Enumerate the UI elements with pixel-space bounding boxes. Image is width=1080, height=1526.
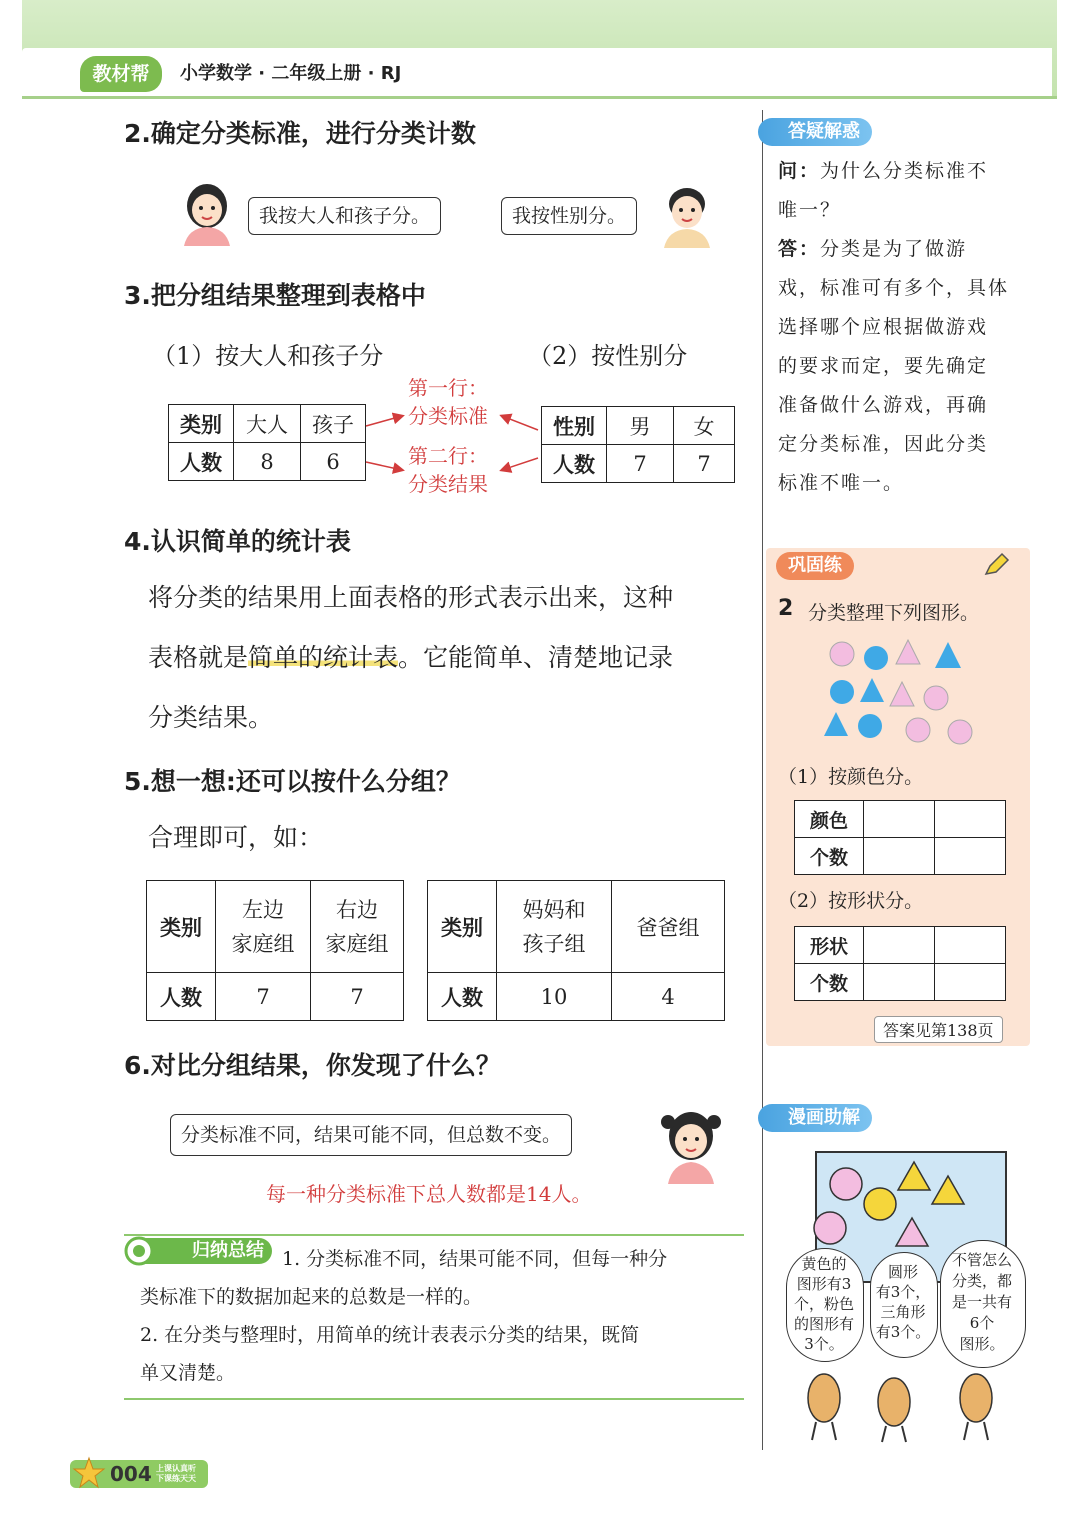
q-label: 问： — [778, 160, 821, 182]
table-cell: 7 — [311, 973, 404, 1021]
table-gender — [541, 406, 735, 483]
table-cell: 男 — [607, 407, 674, 445]
father-figure-icon — [654, 182, 720, 248]
table-cell: 类别 — [428, 881, 497, 973]
speech-bubble-left: 我按大人和孩子分。 — [248, 197, 441, 235]
table-cell: 形状 — [795, 927, 864, 964]
blank-cell[interactable] — [864, 964, 935, 1001]
mother-figure-icon — [174, 180, 240, 246]
book-title: 小学数学 · 二年级上册 · RJ — [180, 63, 402, 84]
table-cell: 人数 — [147, 973, 216, 1021]
q-text: 为什么分类标准不 — [820, 160, 989, 182]
a-text: 标准不唯一。 — [778, 472, 905, 494]
page-number: 004 — [110, 1462, 152, 1486]
table-cell: 颜色 — [795, 801, 864, 838]
a-text: 选择哪个应根据做游戏 — [778, 316, 989, 338]
table-cell: 7 — [674, 445, 735, 483]
table-cell: 爸爸组 — [612, 881, 725, 973]
table-cell: 10 — [497, 973, 612, 1021]
star-mascot-icon — [72, 1456, 106, 1490]
cell-line: 左边 — [242, 897, 284, 922]
summary-line-1b: 类标准下的数据加起来的总数是一样的。 — [140, 1286, 483, 1308]
column-divider — [762, 110, 763, 1450]
table-family-side — [146, 880, 404, 1021]
table-cell: 人数 — [542, 445, 607, 483]
blank-cell[interactable] — [935, 964, 1006, 1001]
summary-badge: 归纳总结 — [128, 1238, 272, 1264]
table-cell: 孩子 — [301, 405, 366, 443]
comic-badge: 漫画助解 — [758, 1104, 872, 1132]
table-mother-father — [427, 880, 725, 1021]
heading-6: 6.对比分组结果，你发现了什么？ — [124, 1051, 501, 1080]
subheading-2: （2）按性别分 — [528, 342, 688, 370]
blank-cell[interactable] — [935, 927, 1006, 964]
table-cell: 类别 — [147, 881, 216, 973]
cloud-line: 三角形 — [880, 1303, 926, 1321]
a-text: 准备做什么游戏，再确 — [778, 394, 989, 416]
practice-table-color — [794, 800, 1006, 875]
highlighted-term: 简单的统计表 — [248, 643, 399, 672]
table-cell — [216, 881, 311, 973]
practice-number: 2 — [778, 596, 794, 621]
practice-sub-1: （1）按颜色分。 — [778, 766, 924, 788]
table-cell: 大人 — [234, 405, 301, 443]
cloud-line: 6个 — [969, 1314, 995, 1332]
cloud-2-text — [872, 1262, 934, 1342]
a-text: 定分类标准，因此分类 — [778, 433, 989, 455]
table-cell: 7 — [607, 445, 674, 483]
cloud-line: 有3个， — [875, 1283, 931, 1301]
paragraph-line-3: 分类结果。 — [148, 703, 274, 732]
answer-5: 合理即可，如： — [148, 823, 324, 852]
cloud-line: 个，粉色 — [793, 1295, 854, 1313]
table-cell: 人数 — [428, 973, 497, 1021]
answer-line — [778, 230, 1018, 269]
a-text: 戏，标准可有多个，具体 — [778, 277, 1010, 299]
question-line — [778, 152, 1018, 191]
cloud-line: 图形有3 — [796, 1275, 852, 1293]
practice-sub-2: （2）按形状分。 — [778, 890, 924, 912]
a-label: 答： — [778, 238, 821, 260]
header-strip — [22, 48, 1052, 96]
blank-cell[interactable] — [935, 838, 1006, 875]
qa-badge: 答疑解惑 — [758, 118, 872, 146]
cell-line: 右边 — [336, 897, 378, 922]
cloud-line: 是一共有 — [951, 1293, 1012, 1311]
summary-line-1a: 1. 分类标准不同，结果可能不同，但每一种分 — [282, 1248, 668, 1270]
cell-line: 家庭组 — [231, 931, 295, 956]
heading-2: 2.确定分类标准，进行分类计数 — [124, 119, 476, 148]
paragraph-line-2 — [148, 628, 758, 688]
subheading-1: （1）按大人和孩子分 — [152, 342, 384, 370]
answer-reference[interactable]: 答案见第138页 — [874, 1016, 1003, 1043]
brand-badge: 教材帮 — [80, 56, 162, 92]
blank-cell[interactable] — [864, 927, 935, 964]
table-cell: 女 — [674, 407, 735, 445]
paragraph-line-1: 将分类的结果用上面表格的形式表示出来，这种 — [148, 583, 674, 612]
speech-bubble-conclusion: 分类标准不同，结果可能不同，但总数不变。 — [170, 1114, 572, 1156]
text-span: 。它能简单、清楚地记录 — [398, 643, 674, 672]
text-span: 表格就是 — [148, 643, 249, 672]
note-line: 第一行： — [408, 376, 488, 400]
cloud-line: 黄色的 — [801, 1255, 847, 1273]
heading-3: 3.把分组结果整理到表格中 — [124, 281, 426, 310]
practice-table-shape — [794, 926, 1006, 1001]
summary-line-2a: 2. 在分类与整理时，用简单的统计表表示分类的结果，既简 — [140, 1324, 640, 1346]
note-line: 分类结果 — [408, 472, 488, 496]
note-arrows-icon — [362, 400, 542, 490]
cloud-line: 圆形 — [887, 1263, 918, 1281]
table-cell: 4 — [612, 973, 725, 1021]
speech-bubble-right: 我按性别分。 — [501, 197, 637, 235]
cloud-1-text — [788, 1254, 860, 1354]
heading-4: 4.认识简单的统计表 — [124, 527, 351, 556]
table-cell: 人数 — [169, 443, 234, 481]
cloud-3-text — [942, 1250, 1022, 1355]
cell-line: 妈妈和 — [522, 897, 586, 922]
table-cell: 个数 — [795, 964, 864, 1001]
table-cell: 个数 — [795, 838, 864, 875]
blank-cell[interactable] — [864, 801, 935, 838]
cloud-line: 有3个。 — [875, 1323, 931, 1341]
cell-line: 孩子组 — [522, 931, 586, 956]
table-cell: 7 — [216, 973, 311, 1021]
girl-figure-icon — [656, 1108, 726, 1184]
practice-title: 分类整理下列图形。 — [808, 602, 980, 624]
pencil-icon — [982, 552, 1010, 578]
table-cell: 类别 — [169, 405, 234, 443]
cloud-line: 图形。 — [959, 1335, 1005, 1353]
table-cell: 6 — [301, 443, 366, 481]
table-cell — [497, 881, 612, 973]
note-line: 分类标准 — [408, 404, 488, 428]
summary-line-2b: 单又清楚。 — [140, 1362, 236, 1384]
target-icon — [124, 1236, 154, 1266]
a-text: 的要求而定，要先确定 — [778, 355, 989, 377]
cloud-line: 的图形有 — [793, 1315, 854, 1333]
blank-cell[interactable] — [935, 801, 1006, 838]
cloud-line: 分类，都 — [951, 1272, 1012, 1290]
q-text: 唯一？ — [778, 199, 842, 221]
cloud-line: 不管怎么 — [951, 1251, 1012, 1269]
note-line: 第二行： — [408, 444, 488, 468]
conclusion-note: 每一种分类标准下总人数都是14人。 — [266, 1182, 592, 1206]
a-text: 分类是为了做游 — [820, 238, 968, 260]
shapes-figure-icon — [820, 636, 980, 748]
blank-cell[interactable] — [864, 838, 935, 875]
cell-line: 家庭组 — [325, 931, 389, 956]
table-cell — [311, 881, 404, 973]
footer-slogan: 上课认真听 下课练天天 — [156, 1464, 196, 1483]
table-adult-child — [168, 404, 366, 481]
cloud-line: 3个。 — [804, 1335, 844, 1353]
table-cell: 性别 — [542, 407, 607, 445]
practice-badge: 巩固练 — [776, 552, 854, 580]
qa-block — [778, 152, 1018, 503]
table-cell: 8 — [234, 443, 301, 481]
heading-5: 5.想一想:还可以按什么分组？ — [124, 767, 461, 796]
